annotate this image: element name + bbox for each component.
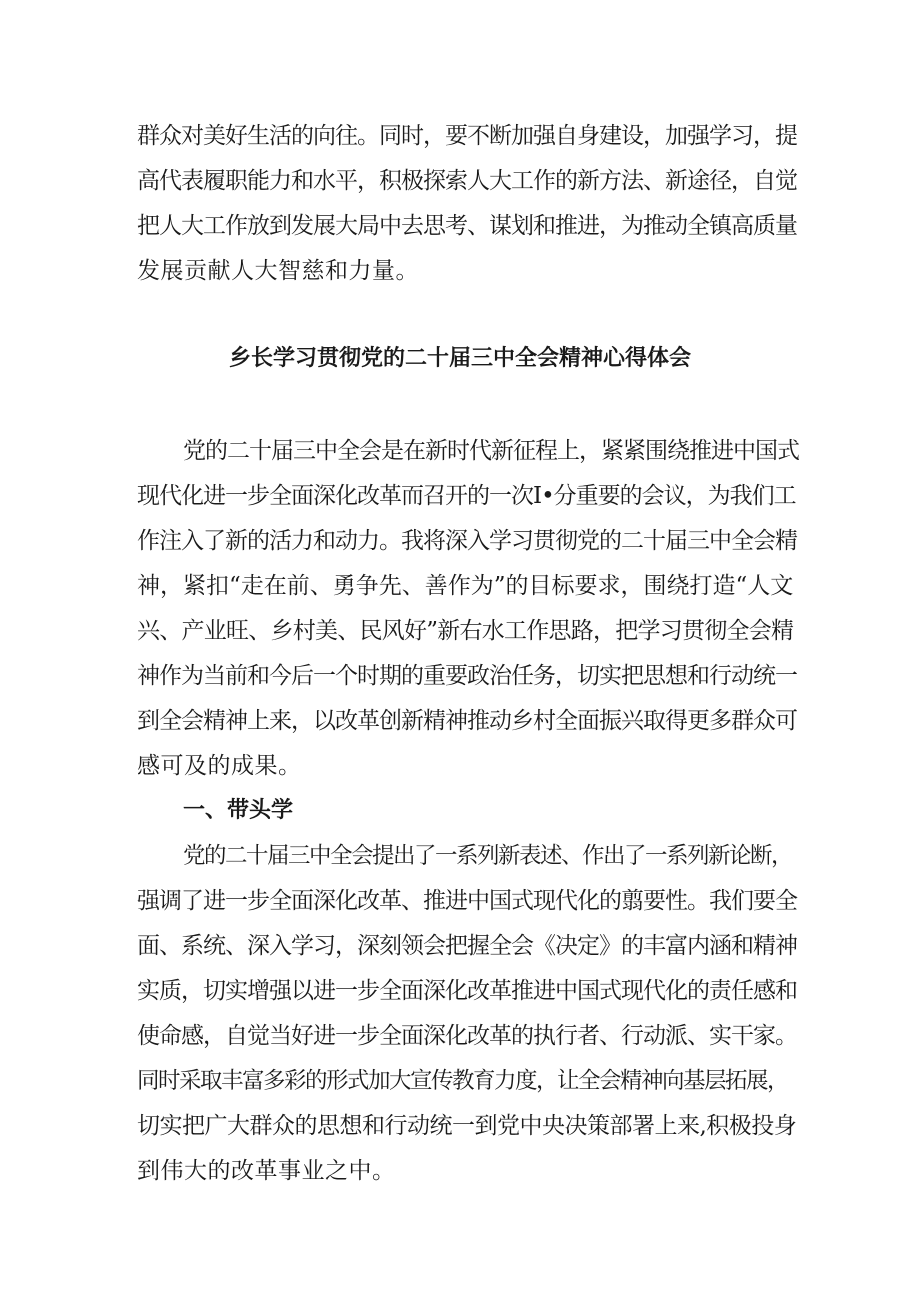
paragraph-2-line-6: 同时采取丰富多彩的形式加大宣传教育力度，让全会精神向基层拓展， bbox=[137, 1068, 789, 1094]
paragraph-2-line-2: 强调了进一步全面深化改革、推进中国式现代化的翦要性。我们要全 bbox=[137, 888, 797, 914]
paragraph-1-line-2: 现代化进一步全面深化改革而召开的一次I•分重要的会议，为我们工 bbox=[137, 483, 796, 509]
intro-line-3: 把人大工作放到发展大局中去思考、谋划和推进，为推动全镇高质量 bbox=[137, 213, 797, 239]
paragraph-2-line-1: 党的二十届三中全会提出了一系列新表述、作出了一系列新论断， bbox=[183, 843, 793, 869]
paragraph-1-line-5: 兴、产业旺、乡村美、民风好”新右水工作思路，把学习贯彻全会精 bbox=[137, 618, 794, 644]
article-title: 乡长学习贯彻党的二十届三中全会精神心得体会 bbox=[228, 346, 691, 371]
intro-line-2: 高代表履职能力和水平，积极探索人大工作的新方法、新途径，自觉 bbox=[137, 168, 797, 194]
intro-line-4: 发展贡献人大智慈和力量。 bbox=[137, 258, 419, 284]
intro-line-1: 群众对美好生活的向往。同时，要不断加强自身建设，加强学习，提 bbox=[137, 123, 797, 149]
paragraph-1-line-7: 到全会精神上来，以改革创新精神推动乡村全面振兴取得更多群众可 bbox=[137, 708, 797, 734]
paragraph-2-line-7: 切实把广大群众的思想和行动统一到党中央决策部署上来,积极投身 bbox=[137, 1113, 797, 1139]
paragraph-1-line-4: 神，紧扣“走在前、勇争先、善作为”的目标要求，围绕打造“人文 bbox=[137, 573, 794, 599]
paragraph-2-line-5: 使命感，自觉当好进一步全面深化改革的执行者、行动派、实干家。 bbox=[137, 1023, 797, 1049]
paragraph-2-line-8: 到伟大的改革事业之中。 bbox=[137, 1158, 396, 1184]
paragraph-1-line-3: 作注入了新的活力和动力。我将深入学习贯彻党的二十届三中全会精 bbox=[137, 528, 797, 554]
section-1-heading: 一、带头学 bbox=[183, 798, 294, 823]
paragraph-1-line-1: 党的二十届三中全会是在新时代新征程上，紧紧围绕推进中国式 bbox=[183, 438, 799, 464]
paragraph-2-line-3: 面、系统、深入学习，深刻领会把握全会《决定》的丰富内涵和精神 bbox=[137, 933, 797, 959]
paragraph-1-line-6: 神作为当前和今后一个时期的重要政治任务，切实把思想和行动统一 bbox=[137, 663, 797, 689]
paragraph-2-line-4: 实质，切实增强以进一步全面深化改革推进中国式现代化的责任感和 bbox=[137, 978, 797, 1004]
paragraph-1-line-8: 感可及的成果。 bbox=[137, 753, 302, 779]
